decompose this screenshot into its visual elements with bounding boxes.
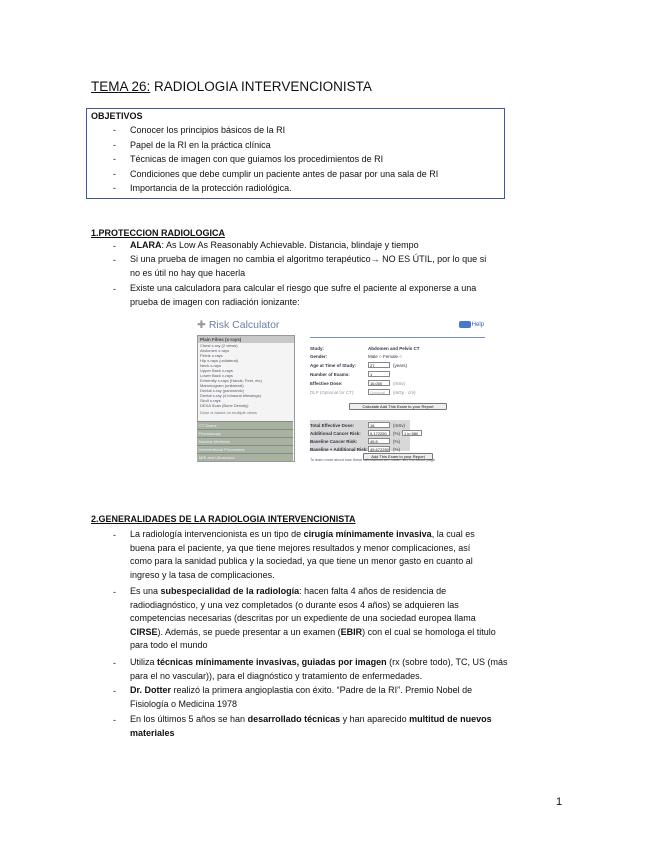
s2-item-subspecialty: Es una subespecialidad de la radiología: hacen falta 4 años de residencia de radiodiagnóstico, y una vez completados (o durante esos 4 años) se adquieren las competencias necesarias (descritas por un expediente de una sociedad europea llama CIRSE). Además, se puede presentar a un examen (EBIR) con el cual se homologa el titulo para todo el mundo: [130, 586, 496, 650]
rc-total-output: 16: [368, 422, 390, 428]
rc-study-item: Chest x-ray (2 views): [200, 343, 238, 348]
rc-category: Nuclear Medicine: [197, 437, 293, 445]
rc-study-item: Upper Back x-rays: [200, 368, 233, 373]
s1-item-utility: Si una prueba de imagen no cambia el algoritmo terapéutico→ NO ES ÚTIL, por lo que si no es útil no hay que hacerla: [130, 254, 487, 278]
rc-study-item: Lower Back x-rays: [200, 373, 233, 378]
help-button: Help: [459, 321, 484, 328]
rc-category: Fluoroscopy: [197, 429, 293, 437]
rc-list-header: Plain Films (x-rays): [198, 336, 294, 343]
rc-footer: To learn more about how these calculations are made, see the About page.: [310, 458, 437, 462]
rc-calculate-button: Calculate Add This Exam to your Report: [349, 403, 447, 410]
rc-dose-row: Effective Dose:: [310, 381, 343, 386]
objetivo-item: Conocer los principios básicos de la RI: [130, 125, 286, 135]
rc-ratio-output: 1 in 580: [402, 430, 422, 436]
rc-age-row: Age at Time of Study:: [310, 363, 357, 368]
objetivo-item: Condiciones que debe cumplir un paciente antes de pasar por una sala de RI: [130, 168, 439, 179]
rc-study-item: Abdomen x-rays: [200, 348, 230, 353]
rc-study-row: Study: Abdomen and Pelvis CT: [310, 346, 420, 351]
rc-study-item: Dental x-ray (panoramic): [200, 388, 245, 393]
objetivos-heading: OBJETIVOS: [91, 111, 143, 121]
s2-item-new-materials: En los últimos 5 años se han desarrollado técnicas y han aparecido multitud de nuevos materiales: [130, 714, 492, 738]
s2-item-techniques: Utiliza técnicas mínimamente invasivas, guiadas por imagen (rx (sobre todo), TC, US (más para el no vascular)), para el diagnóstico y tratamiento de enfermedades.: [130, 657, 508, 681]
rc-age-input: 27: [368, 362, 390, 368]
objetivo-item: Importancia de la protección radiológica.: [130, 183, 292, 193]
rc-gender-row: Gender: Male ○ Female ○: [310, 354, 402, 359]
rc-study-item: Pelvis x-rays: [200, 353, 223, 358]
rc-study-item: DEXA Scan (Bone Density): [200, 403, 249, 408]
objetivo-item: Papel de la RI en la práctica clínica: [130, 139, 271, 150]
page-number: 1: [556, 796, 563, 808]
page-title: TEMA 26: RADIOLOGIA INTERVENCIONISTA: [91, 79, 372, 94]
s2-item-dotter: Dr. Dotter realizó la primera angioplastia con éxito. “Padre de la RI”. Premio Nobel de Fisiología o Medicina 1978: [130, 685, 473, 709]
plus-icon: ✚: [197, 319, 206, 331]
rc-study-item: Mammogram (unilateral): [200, 383, 244, 388]
s1-item-alara: ALARA: As Low As Reasonably Achievable. Distancia, blindaje y tiempo: [130, 240, 419, 250]
rc-title: ✚ Risk Calculator: [197, 319, 280, 331]
rc-list-note: Dose is based on multiple views: [200, 410, 257, 415]
rc-study-item: Hip x-rays (unilateral): [200, 358, 239, 363]
section1-heading: 1.PROTECCION RADIOLOGICA: [91, 228, 226, 238]
rc-sum-output: 45.672250: [370, 447, 389, 452]
s2-item-definition: La radiología intervencionista es un tipo de cirugía mínimamente invasiva, la cual es buena para el paciente, ya que tiene mejores resultados y menor complicaciones, así como para la sanidad publica y la sociedad, ya que tiene un menor gasto en cuanto al ingreso y la tasa de complicaciones.: [130, 529, 475, 580]
rc-category: MRI and Ultrasound: [197, 453, 293, 461]
rc-dlp-input: Optional: [368, 389, 390, 395]
s1-item-calculator: Existe una calculadora para calcular el riesgo que sufre el paciente al exponerse a una prueba de imagen con radiación ionizante:: [130, 283, 477, 307]
rc-study-item: Extremity x-rays (Hands, Feet, etc): [200, 378, 262, 383]
rc-study-item: Dental x-ray (4 intraoral bitewings): [200, 393, 261, 398]
rc-dlp-row: DLP (Optional for CT):: [310, 390, 355, 395]
rc-additional-output: 0.172250: [368, 430, 390, 436]
rc-exams-row: Number of Exams:: [310, 372, 350, 377]
rc-study-item: Skull x-rays: [200, 398, 221, 403]
help-icon: [459, 321, 471, 328]
rc-add-report-button: Add This Exam to your Report: [363, 453, 433, 460]
rc-dose-input: 16.000: [368, 380, 390, 386]
rc-exams-input: 1: [368, 371, 390, 377]
rc-study-item: Neck x-rays: [200, 363, 222, 368]
rc-category: CT Scans: [197, 421, 293, 429]
rc-category: Interventional Procedures: [197, 445, 293, 453]
rc-divider: [310, 337, 485, 338]
objetivo-item: Técnicas de imagen con que guiamos los procedimientos de RI: [130, 154, 384, 164]
section2-heading: 2.GENERALIDADES DE LA RADIOLOGIA INTERVENCIONISTA: [91, 514, 356, 524]
rc-baseline-output: 45.5: [368, 438, 390, 444]
risk-calculator-image: ✚ Risk Calculator Help Plain Films (x-rays) Chest x-ray (2 views) Abdomen x-rays Pelvis x-rays Hip x-rays (unilateral) Neck x-rays Upper Back x-rays Lower Back x-rays Extremity x-rays (Hands, Feet, etc) Mammogram (unilateral) Dental x-ray (panoramic) Dental x-ray (4 intraoral bitewings) Skull x-rays DEXA Scan (Bone Density) Dose is based on multiple views CT Scans Fluoroscopy Nuclear Medicine Interventional Procedures MRI and Ultrasound Study: Abdomen and Pelvis CT Gender: Male ○ Female ○ Age at Time of Study: 27 (years) Number of Exams: 1 Effective Dose: 16.000 (mSv) DLP (Optional for CT): Optional (mGy · cm) Calculate Add This Exam to your Report Total Effective Dose: 16 (mSv) Additional Cancer Risk: 0.172250 (%) 1 in 580 Baseline Cancer Risk: 45.5 (%) Baseline + Additional Risk: 45.672250 (%) Add This Exam to your Report To learn more about how these calculations are made, see the About page.: [197, 319, 484, 462]
